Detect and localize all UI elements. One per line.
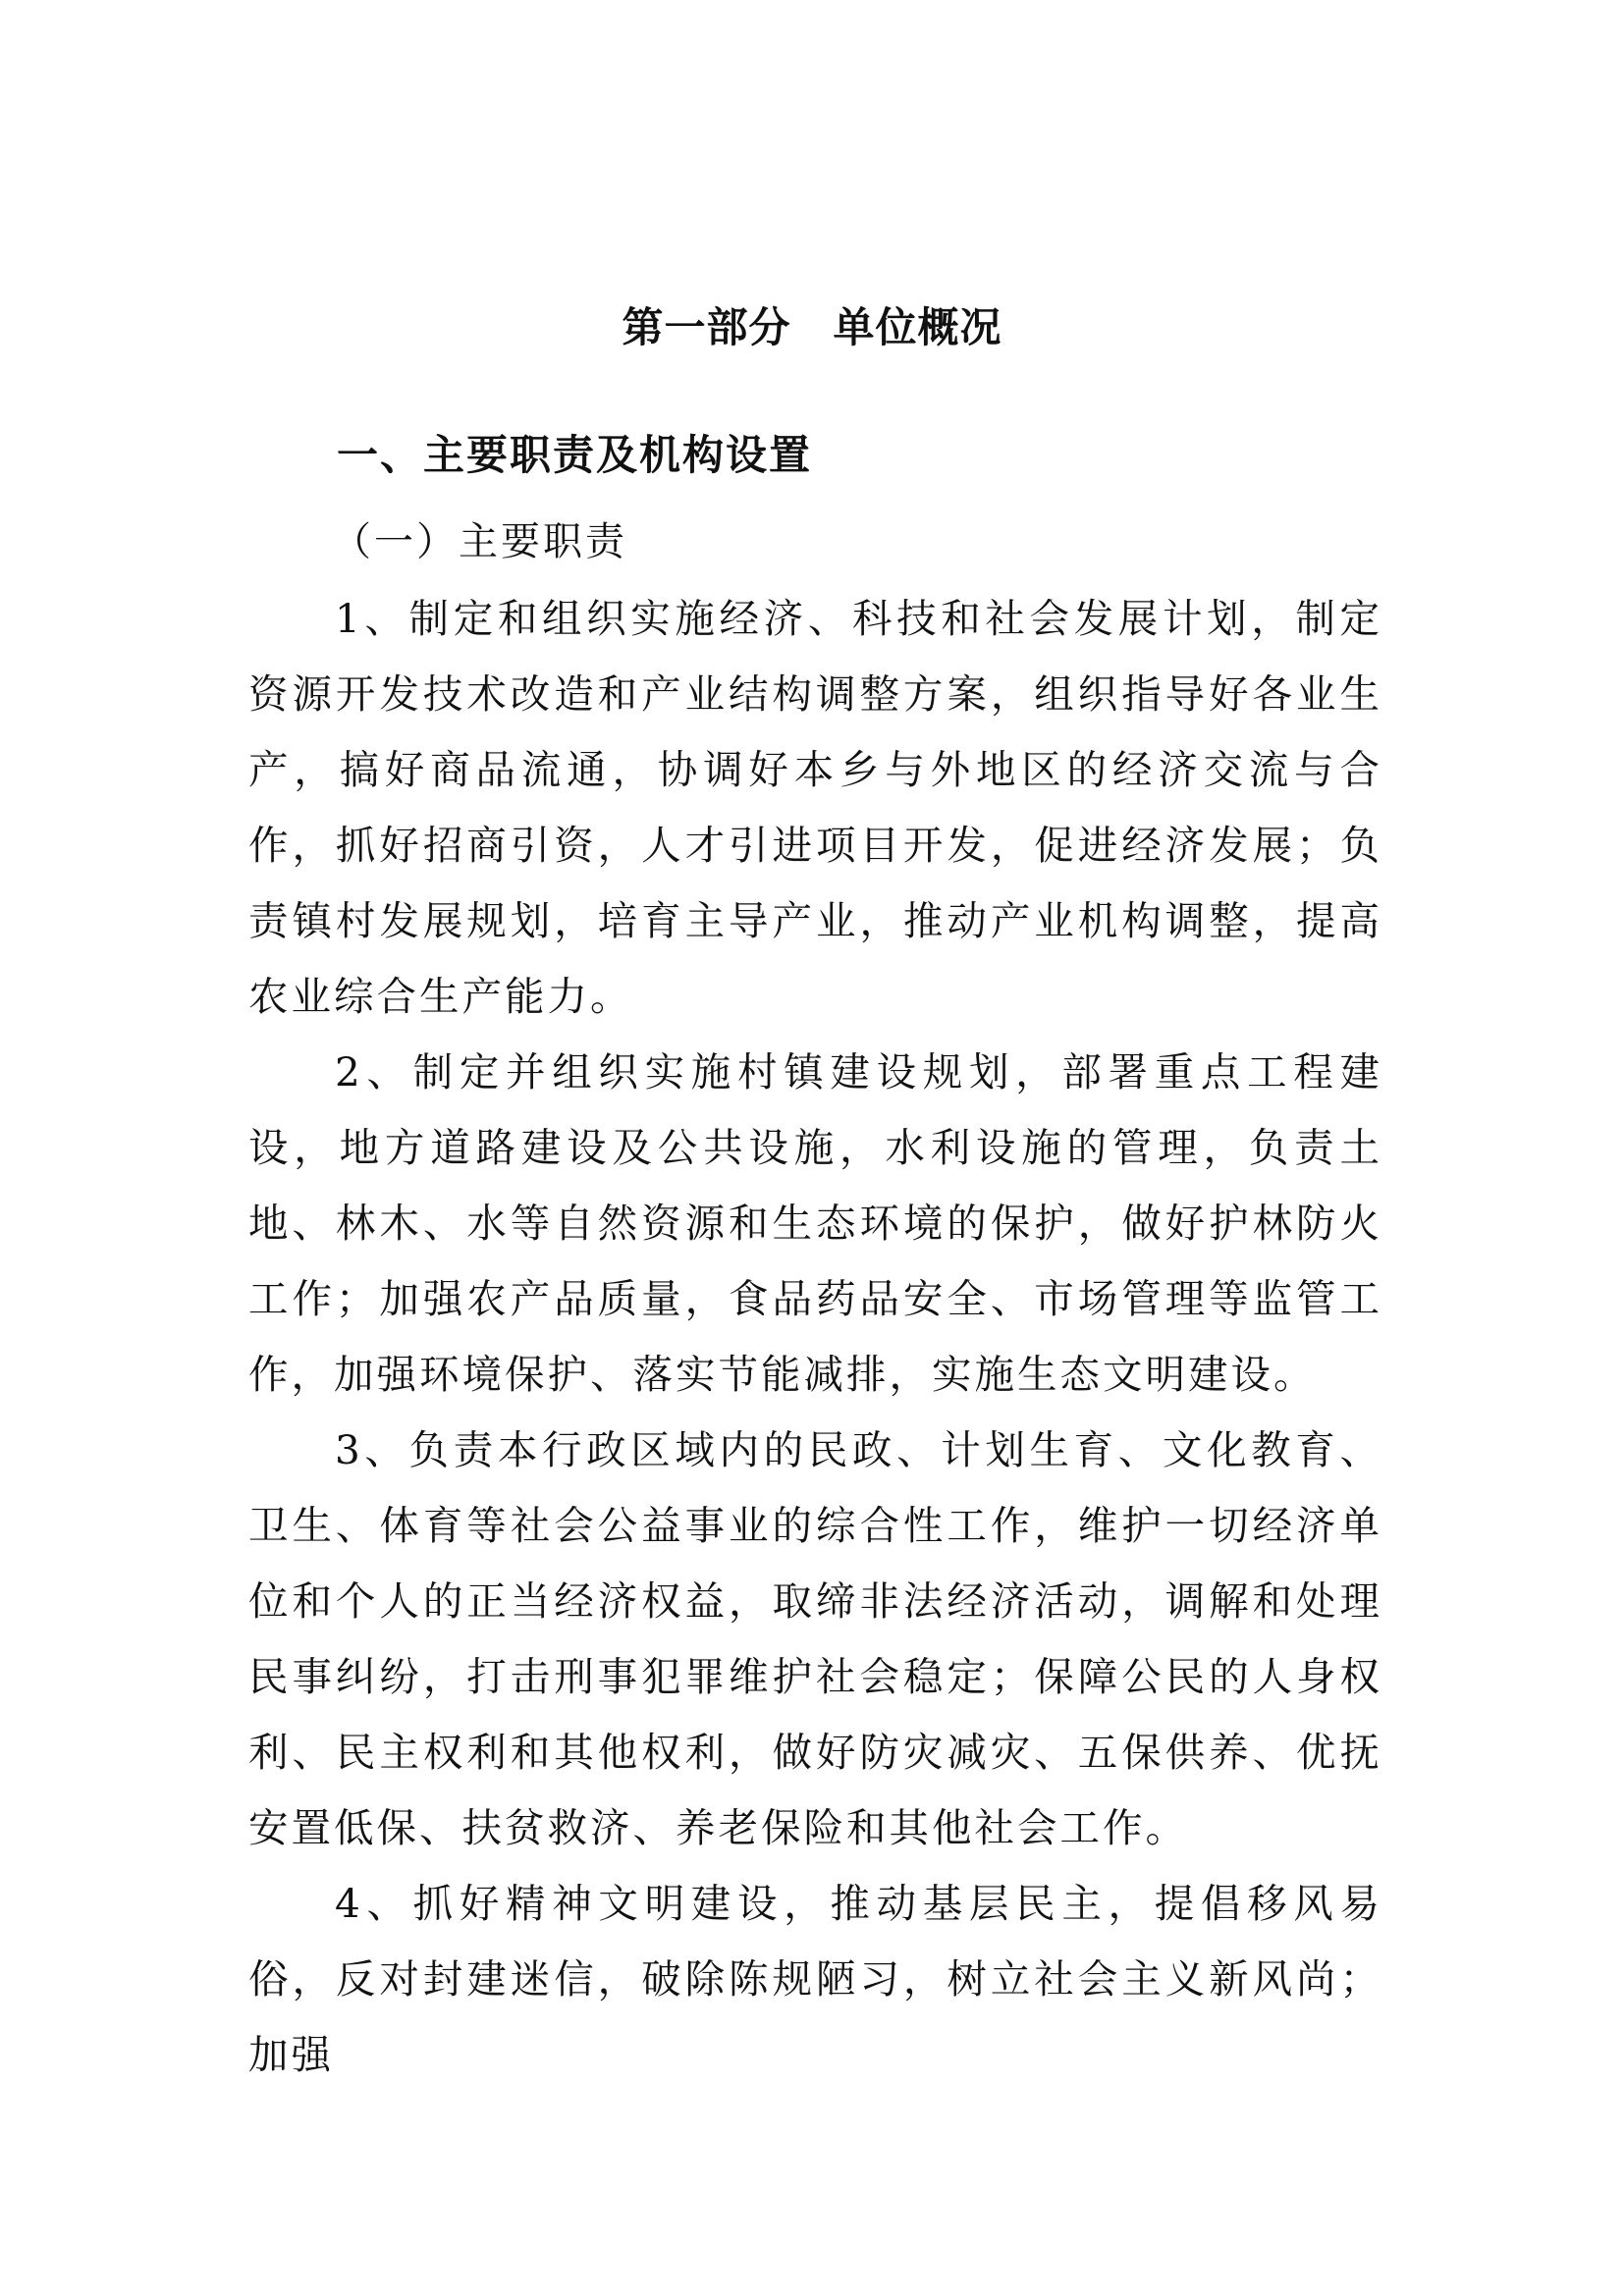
paragraph-duty-1: 1、制定和组织实施经济、科技和社会发展计划，制定资源开发技术改造和产业结构调整方案，组织指导好各业生产，搞好商品流通，协调好本乡与外地区的经济交流与合作，抓好招商引资，人才引进项目开发，促进经济发展；负责镇村发展规划，培育主导产业，推动产业机构调整，提高农业综合生产能力。	[248, 595, 1382, 1020]
sub-heading: （一）主要职责	[332, 519, 627, 564]
document-body	[248, 581, 1382, 2093]
paragraph-duty-3: 3、负责本行政区域内的民政、计划生育、文化教育、卫生、体育等社会公益事业的综合性工作，维护一切经济单位和个人的正当经济权益，取缔非法经济活动，调解和处理民事纠纷，打击刑事犯罪维护社会稳定；保障公民的人身权利、民主权利和其他权利，做好防灾减灾、五保供养、优抚安置低保、扶贫救济、养老保险和其他社会工作。	[248, 1426, 1382, 1851]
section-heading: 一、主要职责及机构设置	[337, 431, 813, 479]
page-title: 第一部分 单位概况	[622, 303, 1002, 351]
paragraph-duty-2: 2、制定并组织实施村镇建设规划，部署重点工程建设，地方道路建设及公共设施，水利设施的管理，负责土地、林木、水等自然资源和生态环境的保护，做好护林防火工作；加强农产品质量，食品药品安全、市场管理等监管工作，加强环境保护、落实节能减排，实施生态文明建设。	[248, 1048, 1382, 1398]
paragraph-duty-4: 4、抓好精神文明建设，推动基层民主，提倡移风易俗，反对封建迷信，破除陈规陋习，树立社会主义新风尚；加强	[248, 1880, 1382, 2078]
